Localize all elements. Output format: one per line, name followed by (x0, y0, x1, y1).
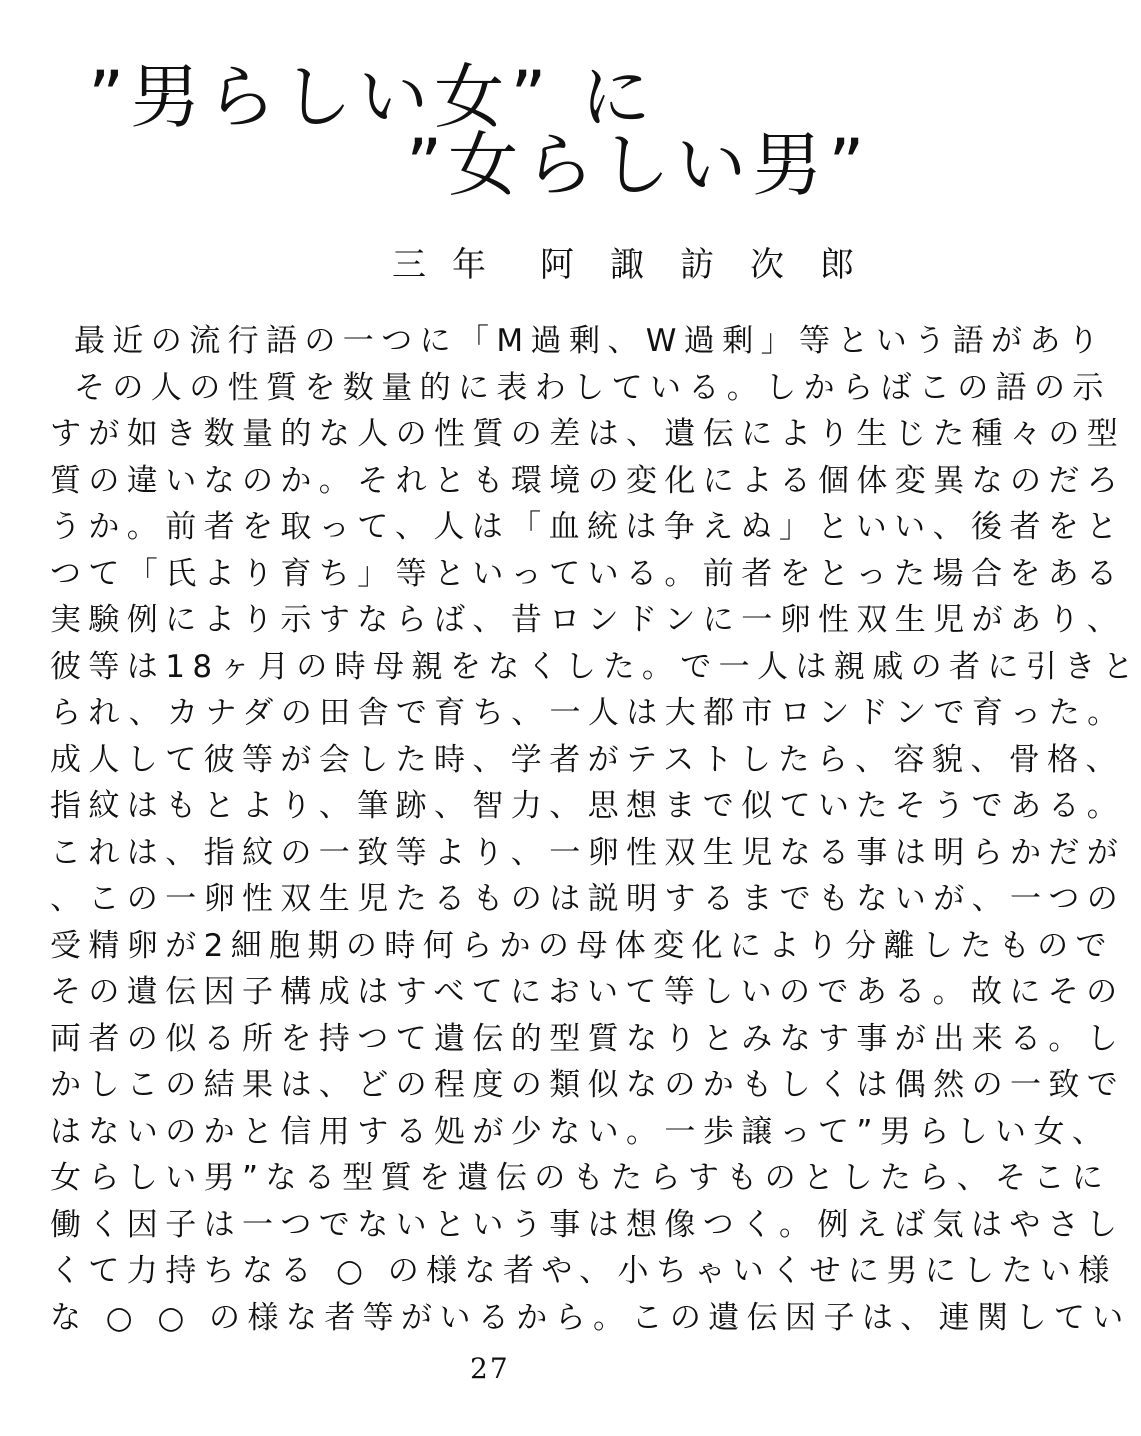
text-line: これは、指紋の一致等より、一卵性双生児なる事は明らかだが (50, 834, 1126, 871)
text-line: 働く因子は一つでないという事は想像つく。例えば気はやさし (50, 1206, 1125, 1243)
title-line-1: ”男らしい女” に (88, 56, 657, 138)
text-line: かしこの結果は、どの程度の類似なのかもしくは偶然の一致で (50, 1067, 1126, 1103)
text-line: つて「氏より育ち」等といっている。前者をとった場合をある (50, 555, 1125, 592)
text-line: 彼等は18ヶ月の時母親をなくした。で一人は親戚の者に引きと (50, 648, 1141, 685)
text-line: その遺伝因子構成はすべてにおいて等しいのである。故にその (50, 974, 1125, 1010)
text-line: な ○ ○ の様な者等がいるから。この遺伝因子は、連関してい (50, 1299, 1131, 1336)
text-line: 指紋はもとより、筆跡、智力、思想まで似ていたそうである。 (50, 788, 1126, 824)
title-line-2: ”女らしい男” (406, 124, 871, 206)
text-line: 質の違いなのか。それとも環境の変化による個体変異なのだろ (50, 462, 1126, 499)
byline-grade: 三年 (392, 245, 512, 285)
text-line: 女らしい男”なる型質を遺伝のもたらすものとしたら、そこに (50, 1160, 1111, 1196)
text-line: 最近の流行語の一つに「M過剰、W過剰」等という語があり (74, 323, 1107, 359)
text-line: られ、カナダの田舎で育ち、一人は大都市ロンドンで育った。 (50, 695, 1126, 731)
text-line: 実験例により示すならば、昔ロンドンに一卵性双生児があり、 (50, 602, 1126, 638)
text-line: 、この一卵性双生児たるものは説明するまでもないが、一つの (50, 881, 1126, 917)
text-line: 受精卵が2細胞期の時何らかの母体変化により分離したもので (50, 927, 1114, 964)
text-line: 両者の似る所を持つて遺伝的型質なりとみなす事が出来る。し (50, 1020, 1126, 1057)
text-line: うか。前者を取って、人は「血統は争えぬ」といい、後者をと (50, 509, 1125, 545)
text-line: 成人して彼等が会した時、学者がテストしたら、容貌、骨格、 (50, 741, 1124, 778)
text-line: くて力持ちなる ○ の様な者や、小ちゃいくせに男にしたい様 (50, 1253, 1117, 1289)
text-line: はないのかと信用する処が少ない。一歩譲って”男らしい女、 (50, 1113, 1111, 1150)
page-number: 27 (470, 1352, 510, 1385)
text-line: すが如き数量的な人の性質の差は、遺伝により生じた種々の型 (50, 416, 1126, 452)
text-line: その人の性質を数量的に表わしている。しからばこの語の示 (74, 369, 1111, 406)
byline-author: 阿諏訪次郎 (540, 245, 890, 285)
body-text (50, 318, 1141, 1341)
